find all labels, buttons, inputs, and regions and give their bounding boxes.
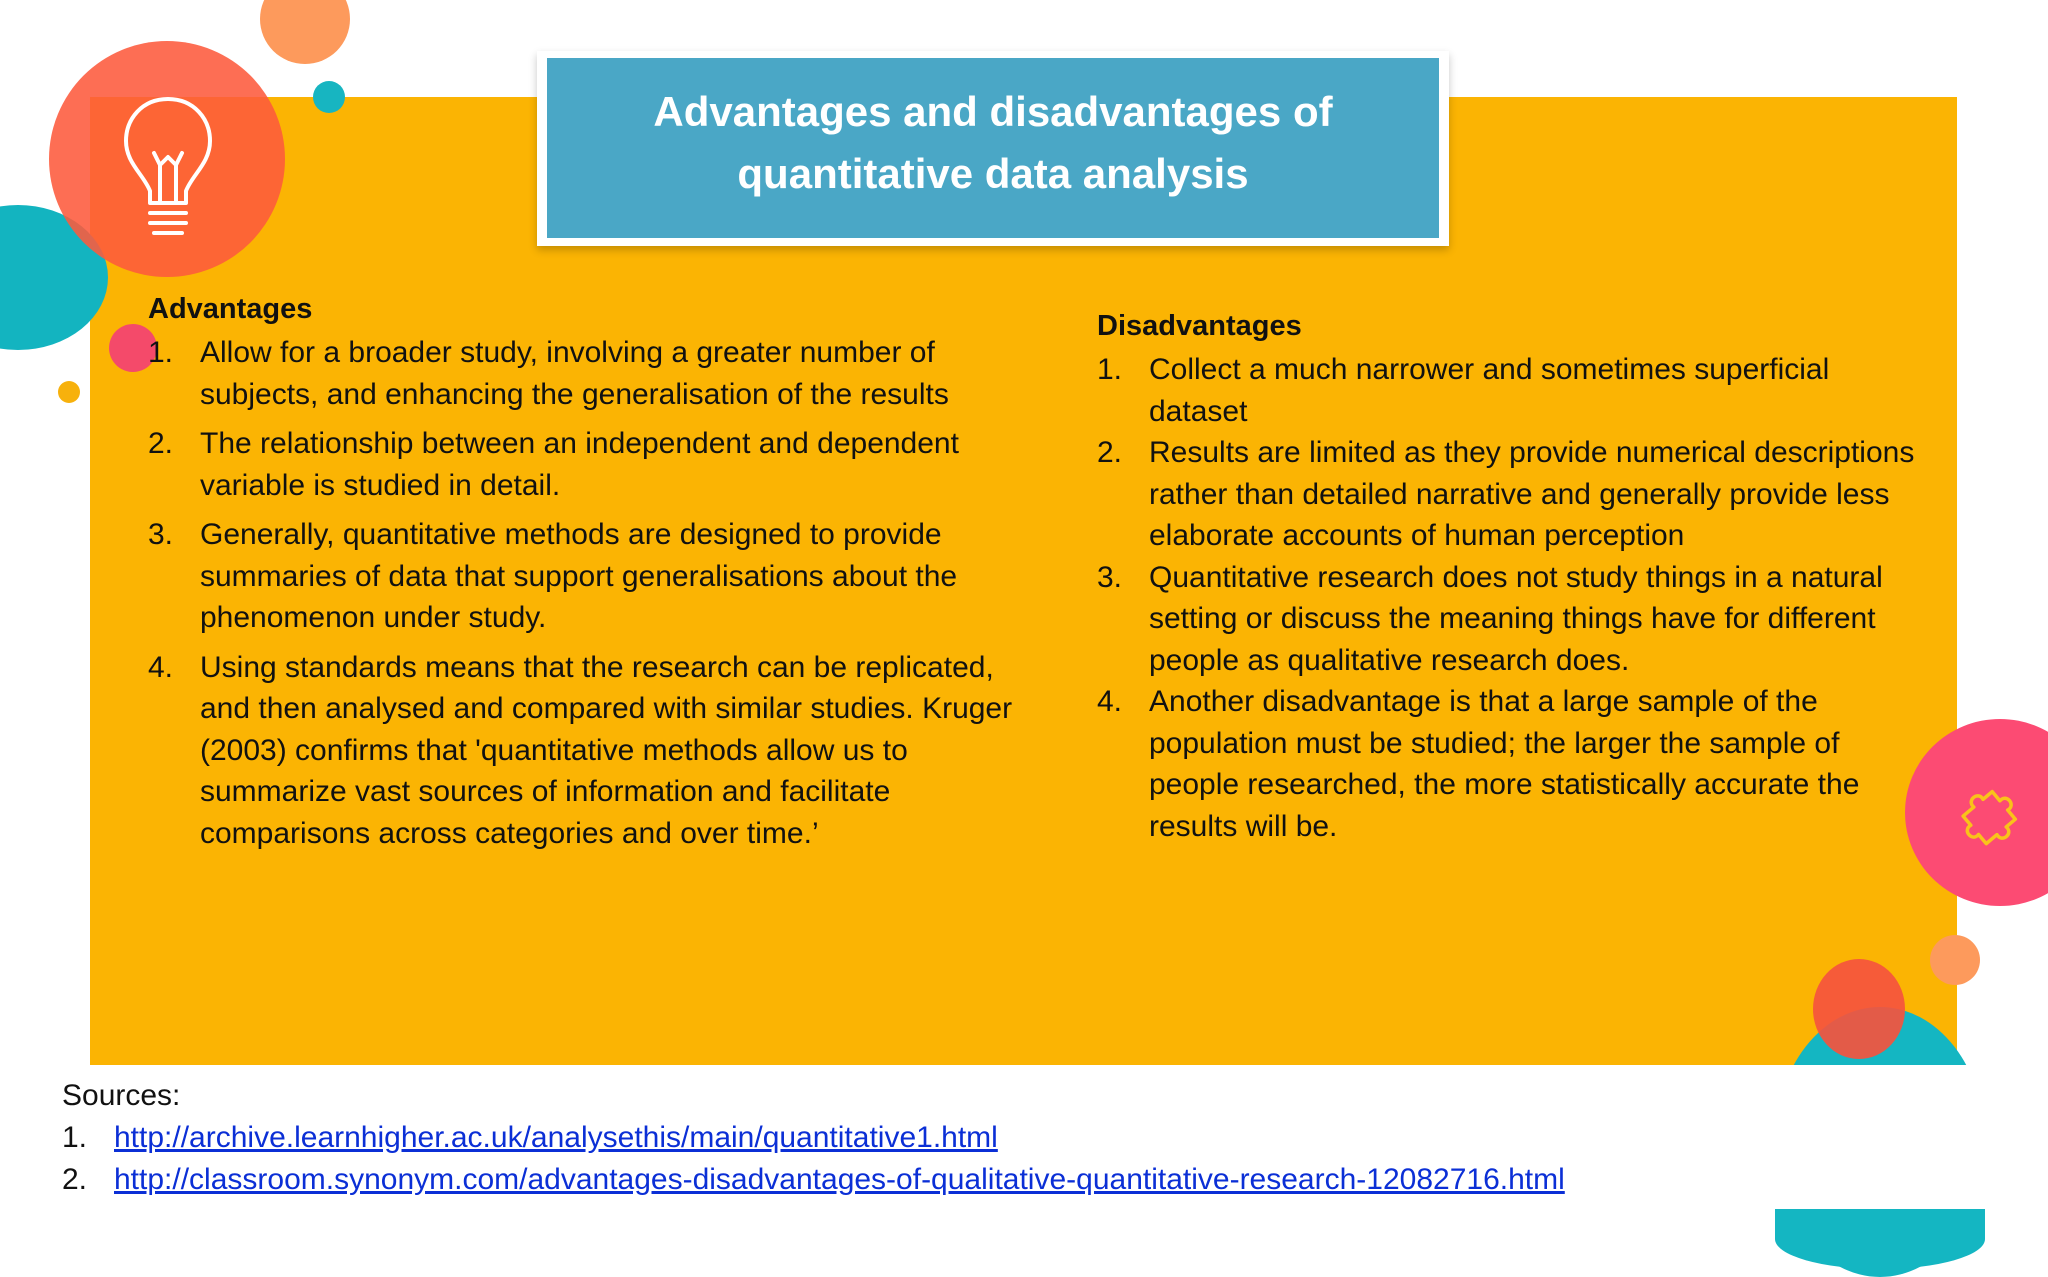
item-text: Allow for a broader study, involving a greater number of subjects, and enhancing the generalisation of the results — [200, 336, 949, 411]
list-item — [1097, 557, 1917, 682]
list-item — [148, 514, 1048, 639]
sources-section — [62, 1075, 1962, 1201]
source-number: 1. — [62, 1121, 88, 1154]
page-title — [583, 81, 1403, 205]
item-text: Using standards means that the research can be replicated, and then analysed and compared with similar studies. Kruger (2003) confirms that 'quantitative methods allow us to summarize vast sources of information and facilitate comparisons across categories and over time.’ — [200, 650, 1013, 850]
item-number: 2. — [1097, 436, 1123, 469]
item-number: 3. — [148, 518, 174, 551]
advantages-list — [148, 332, 1048, 854]
lightbulb-icon — [118, 91, 218, 251]
source-item — [62, 1159, 1962, 1201]
disadvantages-section — [1097, 307, 1917, 847]
decor-circle-red-bottom — [1813, 959, 1905, 1059]
advantages-heading: Advantages — [148, 293, 313, 325]
list-item — [148, 647, 1048, 855]
item-text: Quantitative research does not study things in a natural setting or discuss the meaning things have for different people as qualitative research does. — [1149, 560, 1883, 677]
disadvantages-list — [1097, 349, 1917, 847]
list-item — [1097, 681, 1917, 847]
list-item — [148, 332, 1048, 415]
item-number: 3. — [1097, 560, 1123, 594]
item-number: 1. — [1097, 353, 1123, 386]
list-item — [1097, 432, 1917, 557]
disadvantages-heading: Disadvantages — [1097, 310, 1302, 342]
source-item — [62, 1117, 1962, 1159]
item-number: 1. — [148, 336, 174, 369]
decor-circle-orange — [260, 0, 350, 64]
decor-circle-orange-right — [1930, 935, 1980, 985]
decor-circle-teal-tail — [1775, 1209, 1985, 1269]
source-number: 2. — [62, 1163, 88, 1196]
title-banner — [547, 58, 1439, 238]
puzzle-icon — [1950, 769, 2036, 855]
list-item — [1097, 349, 1917, 432]
decor-dot-yellow — [58, 381, 80, 403]
item-number: 2. — [148, 427, 174, 460]
item-number: 4. — [148, 650, 174, 684]
item-text: Results are limited as they provide numerical descriptions rather than detailed narrative and generally provide less elaborate accounts of human perception — [1149, 436, 1915, 552]
item-text: Another disadvantage is that a large sample of the population must be studied; the larger the sample of people researched, the more statistically accurate the results will be. — [1149, 685, 1860, 843]
item-number: 4. — [1097, 685, 1123, 718]
title-line-2: quantitative data analysis — [737, 150, 1249, 197]
list-item — [148, 423, 1048, 506]
title-line-1: Advantages and disadvantages of — [653, 88, 1333, 135]
title-box — [537, 51, 1449, 246]
sources-heading: Sources: — [62, 1079, 181, 1112]
item-text: Generally, quantitative methods are designed to provide summaries of data that support generalisations about the phenomenon under study. — [200, 518, 958, 634]
decor-circle-teal-small — [313, 81, 345, 113]
item-text: Collect a much narrower and sometimes superficial dataset — [1149, 353, 1830, 428]
item-text: The relationship between an independent and dependent variable is studied in detail. — [200, 427, 959, 502]
source-link-1[interactable]: http://archive.learnhigher.ac.uk/analysethis/main/quantitative1.html — [114, 1121, 998, 1154]
advantages-section — [148, 290, 1048, 862]
source-link-2[interactable]: http://classroom.synonym.com/advantages-disadvantages-of-qualitative-quantitative-research-12082716.html — [114, 1163, 1565, 1196]
